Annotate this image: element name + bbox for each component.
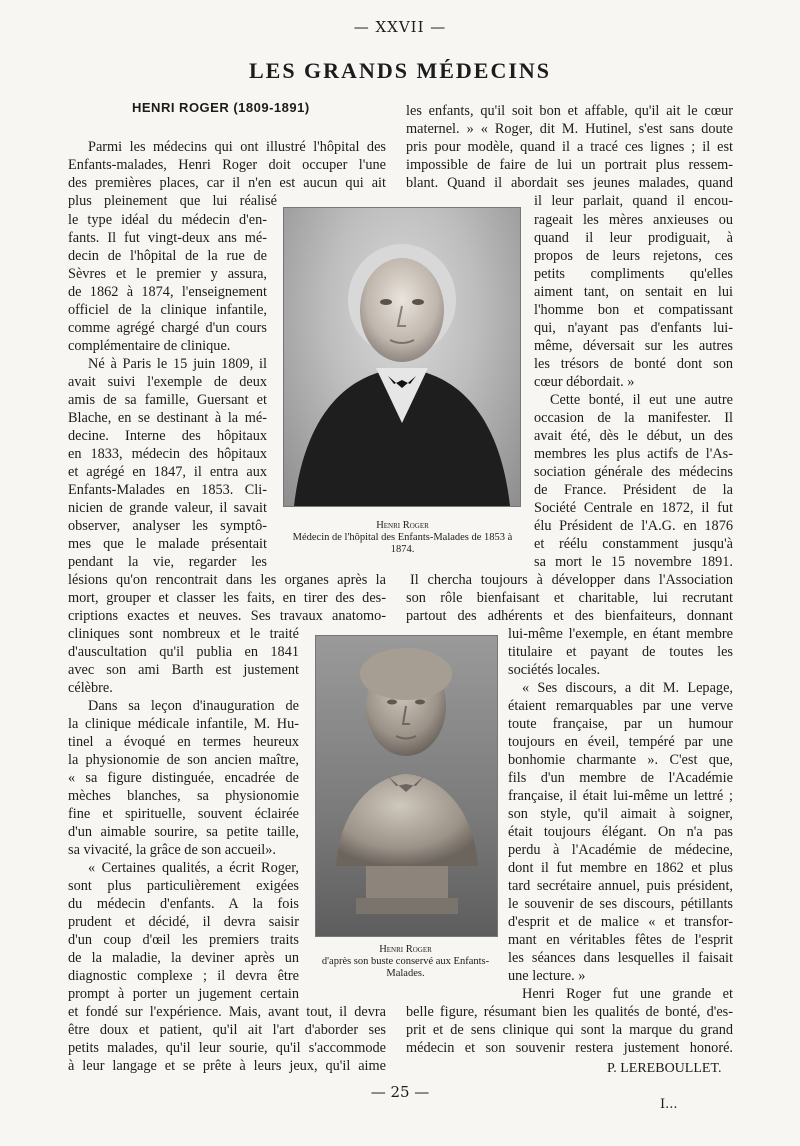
text-line: comme agrégé chargé d'un cours: [68, 320, 267, 336]
bust-illustration: [316, 636, 497, 936]
text-line: et fondé sur l'expérience. Mais, avant tout, il devra: [68, 1004, 386, 1020]
text-line: des premières places, car il n'en est aucun qui ait: [68, 175, 386, 191]
text-line: avec son ami Barth est justement: [68, 662, 299, 678]
text-line: tinel a évoqué en termes heureux: [68, 734, 299, 750]
text-line: était toujours élégant. On n'a pas: [508, 824, 733, 840]
text-line: prompt à porter un jugement certain: [68, 986, 299, 1002]
text-line: médecin et son souvenir restera justement honoré.: [406, 1040, 733, 1056]
text-line: élu Président de l'A.G. en 1876: [534, 518, 733, 534]
text-line: Né à Paris le 15 juin 1809, il: [88, 356, 267, 372]
text-line: de la maladie, la deviner après un: [68, 950, 299, 966]
text-line: fils d'un membre de l'Académie: [508, 770, 733, 786]
text-line: le type idéal du médecin d'en-: [68, 212, 267, 228]
text-line: criptions exactes et neuves. Ses travaux anatomo-: [68, 608, 386, 624]
text-line: occasion de la manifester. Il: [534, 410, 733, 426]
text-line: sa mort le 15 novembre 1891.: [534, 554, 733, 570]
text-line: prudent et décidé, il devra saisir: [68, 914, 299, 930]
photographer-credit: Ph. H. A. Gerschel.: [438, 491, 497, 500]
portrait-caption-name: Henri Roger: [376, 520, 429, 531]
text-line: célèbre.: [68, 680, 113, 696]
text-line: la clinique médicale infantile, M. Hu-: [68, 716, 299, 732]
text-line: Cette bonté, il eut une autre: [550, 392, 733, 408]
text-line: la physionomie de son ancien maître,: [68, 752, 299, 768]
text-line: son rôle bienfaisant et charitable, lui recrutant: [406, 590, 733, 606]
text-line: toujours en éveil, tempéré par une: [508, 734, 733, 750]
text-line: Enfants-malades, Henri Roger doit occuper l'une: [68, 157, 386, 173]
text-line: sociation générale des médecins: [534, 464, 733, 480]
text-line: et agrégé en 1847, il entra aux: [68, 464, 267, 480]
text-line: à leur langage et se prête à leurs jeux, qu'il aime: [68, 1058, 386, 1074]
text-line: le souvenir de ses discours, pétillants: [508, 896, 733, 912]
text-line: étaient remarquables par une verve: [508, 698, 733, 714]
text-line: Sèvres et le premier y assura,: [68, 266, 267, 282]
page-title: LES GRANDS MÉDECINS: [248, 58, 552, 83]
text-line: mèches blanches, sa physionomie: [68, 788, 299, 804]
text-line: titulaire et payant de toutes les: [508, 644, 733, 660]
text-line: lui-même l'exemple, en étant membre: [508, 626, 733, 642]
text-line: française, il était lui-même un lettré ;: [508, 788, 733, 804]
text-line: lésions qu'on rencontrait dans les organes après la: [68, 572, 386, 588]
text-line: « Certaines qualités, a écrit Roger,: [88, 860, 299, 876]
text-line: Henri Roger fut une grande et: [522, 986, 733, 1002]
text-line: fine et spirituelle, souvent éclairée: [68, 806, 299, 822]
text-line: impossible de faire de lui un portrait plus ressem-: [406, 157, 733, 173]
text-line: l'homme bon et compatissant: [534, 302, 733, 318]
text-line: les enfants, qu'il soit bon et affable, qu'il ait le cœur: [406, 103, 733, 119]
text-line: Enfants-Malades en 1853. Cli-: [68, 482, 267, 498]
text-line: de France. Président de la: [534, 482, 733, 498]
text-line: perdu à l'Académie de médecine,: [508, 842, 733, 858]
text-line: de 1862 à 1874, l'enseignement: [68, 284, 267, 300]
text-line: tard secrétaire annuel, puis président,: [508, 878, 733, 894]
text-line: d'esprit et de malice « et transfor-: [508, 914, 733, 930]
text-line: les séances dans lesquelles il faisait: [508, 950, 733, 966]
text-line: et réélu constamment jusqu'à: [534, 536, 733, 552]
text-line: dont il fut membre en 1862 et plus: [508, 860, 733, 876]
text-line: d'auscultation qu'il publia en 1841: [68, 644, 299, 660]
portrait-caption: [290, 520, 515, 556]
text-line: belle figure, résumant bien les qualités de bonté, d'es-: [406, 1004, 733, 1020]
text-line: d'un aimable sourire, sa petite taille,: [68, 824, 299, 840]
text-line: plus pleinement que lui réalisé: [68, 193, 277, 209]
text-line: une lecture. »: [508, 968, 586, 984]
text-line: pris pour modèle, quand il a tracé ces lignes ; il est: [406, 139, 733, 155]
text-line: « Ses discours, a dit M. Lepage,: [522, 680, 733, 696]
text-line: Il chercha toujours à développer dans l'Association: [410, 572, 733, 588]
text-line: avait suivi l'exemple de deux: [68, 374, 267, 390]
text-line: Blache, en se destinant à la mé-: [68, 410, 267, 426]
text-line: mes que le malade présentait: [68, 536, 267, 552]
portrait-illustration: [284, 208, 520, 506]
bust-caption-name: Henri Roger: [379, 944, 432, 955]
signature-mark: I...: [660, 1097, 678, 1112]
text-line: petits malades, qu'il leur sourie, qu'il s'accommode: [68, 1040, 386, 1056]
text-line: cœur débordait. »: [534, 374, 635, 390]
text-line: Parmi les médecins qui ont illustré l'hôpital des: [88, 139, 386, 155]
author-signature: P. LEREBOULLET.: [607, 1061, 722, 1076]
portrait-caption-text: Médecin de l'hôpital des Enfants-Malades de 1853 à 1874.: [292, 532, 513, 555]
bust-caption-text: d'après son buste conservé aux Enfants-Malades.: [321, 956, 490, 979]
text-line: sa vivacité, la grâce de son accueil».: [68, 842, 276, 858]
portrait-photo: [283, 207, 521, 507]
text-line: propos de leurs rejetons, ces: [534, 248, 733, 264]
text-line: fants. Il fut vingt-deux ans mé-: [68, 230, 267, 246]
text-line: sociétés locales.: [508, 662, 601, 678]
text-line: Dans sa leçon d'inauguration de: [88, 698, 299, 714]
text-line: maternel. » « Roger, dit M. Hutinel, s'est sans doute: [406, 121, 733, 137]
text-line: cliniques sont nombreux et le traité: [68, 626, 299, 642]
text-line: prit et de sens clinique qui sont la marque du grand: [406, 1022, 733, 1038]
page-number: — 25 —: [370, 1083, 430, 1101]
text-line: avait été, dès le début, un des: [534, 428, 733, 444]
text-line: qui, n'ayant pas d'enfants lui-: [534, 320, 733, 336]
text-line: decine. Interne des hôpitaux: [68, 428, 267, 444]
roman-page-number: — XXVII —: [353, 18, 447, 36]
text-line: quand il leur prodiguait, à: [534, 230, 733, 246]
text-line: les trésors de bonté dont son: [534, 356, 733, 372]
text-line: il leur parlait, quand il encou-: [534, 193, 733, 209]
text-line: son style, qu'il aimait à soigner,: [508, 806, 733, 822]
text-line: amis de sa famille, Guersant et: [68, 392, 267, 408]
text-line: decin de l'hôpital de la rue de: [68, 248, 267, 264]
text-line: aiment tant, on sentait en lui: [534, 284, 733, 300]
text-line: rageait les mères anxieuses ou: [534, 212, 733, 228]
text-line: partout des adhérents et des bienfaiteurs, donnant: [406, 608, 733, 624]
text-line: nicien de grande valeur, il savait: [68, 500, 267, 516]
text-line: bonhomie charmante ». C'est que,: [508, 752, 733, 768]
text-line: même, déversait sur les autres: [534, 338, 733, 354]
text-line: Société Centrale en 1872, il fut: [534, 500, 733, 516]
text-line: du médecin d'enfants. A la fois: [68, 896, 299, 912]
text-line: membres les plus actifs de l'As-: [534, 446, 733, 462]
text-line: « sa figure distinguée, encadrée de: [68, 770, 299, 786]
text-line: pendant la vie, regarder les: [68, 554, 267, 570]
text-line: petits compliments qu'elles: [534, 266, 733, 282]
article-heading: HENRI ROGER (1809-1891): [132, 100, 310, 115]
text-line: blant. Quand il abordait ses jeunes malades, quand: [406, 175, 733, 191]
text-line: complémentaire de clinique.: [68, 338, 231, 354]
text-line: en 1833, médecin des hôpitaux: [68, 446, 267, 462]
text-line: d'un coup d'œil les premiers traits: [68, 932, 299, 948]
text-line: être doux et patient, qu'il ait l'art d'aborder ses: [68, 1022, 386, 1038]
text-line: mort, grouper et classer les faits, en tirer des des-: [68, 590, 386, 606]
bust-caption: [315, 944, 496, 980]
text-line: diagnostic complexe ; il devra être: [68, 968, 299, 984]
text-line: observer, analyser les symptô-: [68, 518, 267, 534]
text-line: mant en véritables fêtes de l'esprit: [508, 932, 733, 948]
text-line: officiel de la clinique infantile,: [68, 302, 267, 318]
bust-photo: [315, 635, 498, 937]
text-line: sont plus particulièrement exigées: [68, 878, 299, 894]
text-line: toute française, par un humour: [508, 716, 733, 732]
